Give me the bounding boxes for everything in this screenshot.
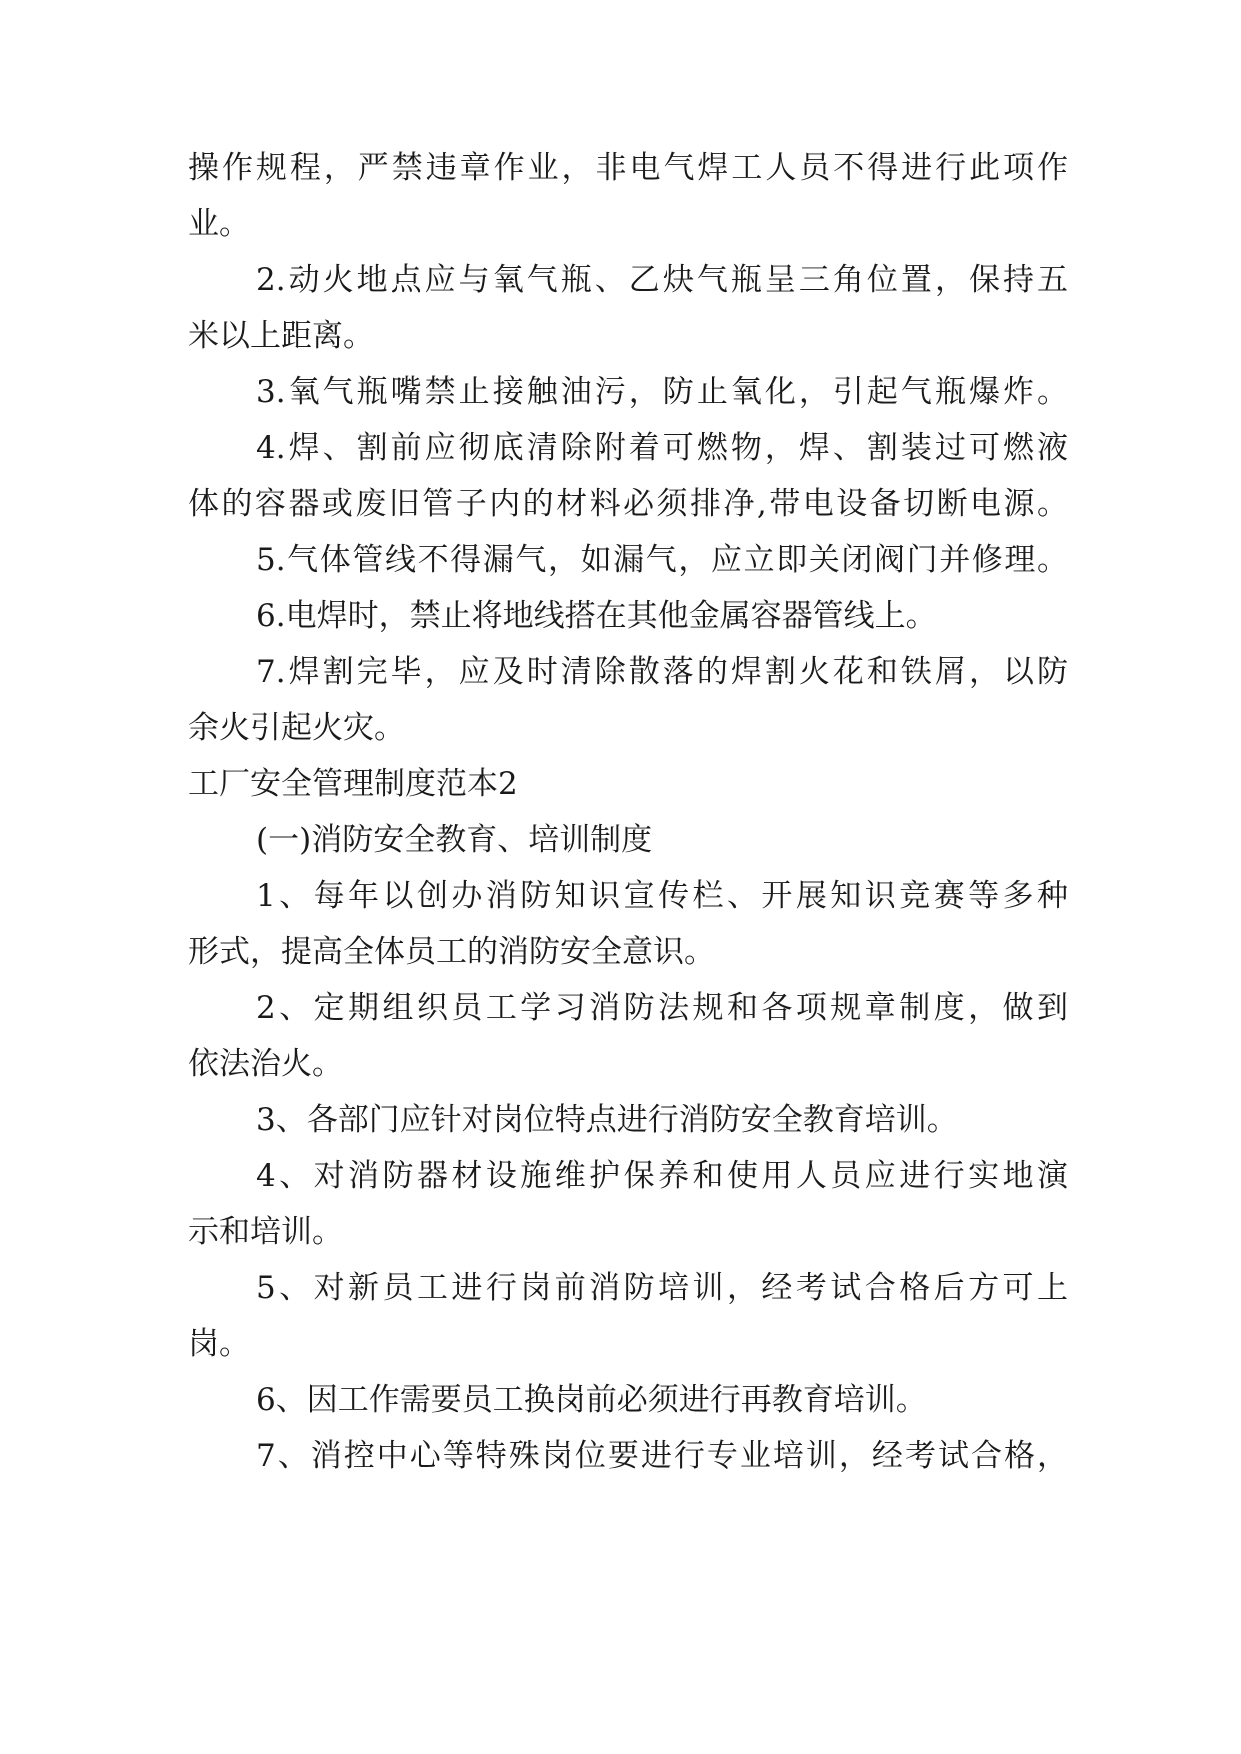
paragraph-line: 余火引起火灾。 xyxy=(188,710,405,746)
paragraph-line: 体的容器或废旧管子内的材料必须排净,带电设备切断电源。 xyxy=(188,486,1068,522)
paragraph-line: 1、每年以创办消防知识宣传栏、开展知识竞赛等多种 xyxy=(256,878,1068,914)
section-heading: 工厂安全管理制度范本2 xyxy=(188,766,518,802)
paragraph-line: 4.焊、割前应彻底清除附着可燃物，焊、割装过可燃液 xyxy=(256,430,1068,466)
paragraph-line: 业。 xyxy=(188,206,250,242)
paragraph-line: 2.动火地点应与氧气瓶、乙炔气瓶呈三角位置，保持五 xyxy=(256,262,1068,298)
paragraph-line: 3、各部门应针对岗位特点进行消防安全教育培训。 xyxy=(256,1102,958,1138)
paragraph-line: 形式，提高全体员工的消防安全意识。 xyxy=(188,934,715,970)
paragraph-line: 依法治火。 xyxy=(188,1046,343,1082)
paragraph-line: 5.气体管线不得漏气，如漏气，应立即关闭阀门并修理。 xyxy=(256,542,1068,578)
paragraph-line: 岗。 xyxy=(188,1326,250,1362)
paragraph-line: 7.焊割完毕，应及时清除散落的焊割火花和铁屑，以防 xyxy=(256,654,1068,690)
paragraph-line: 4、对消防器材设施维护保养和使用人员应进行实地演 xyxy=(256,1158,1068,1194)
paragraph-line: 米以上距离。 xyxy=(188,318,374,354)
paragraph-line: 6、因工作需要员工换岗前必须进行再教育培训。 xyxy=(256,1382,927,1418)
paragraph-line: 6.电焊时，禁止将地线搭在其他金属容器管线上。 xyxy=(256,598,937,634)
paragraph-line: 示和培训。 xyxy=(188,1214,343,1250)
paragraph-line: 7、消控中心等特殊岗位要进行专业培训，经考试合格， xyxy=(256,1438,1068,1474)
paragraph-line: 5、对新员工进行岗前消防培训，经考试合格后方可上 xyxy=(256,1270,1068,1306)
paragraph-line: 3.氧气瓶嘴禁止接触油污，防止氧化，引起气瓶爆炸。 xyxy=(256,374,1068,410)
subsection-heading: (一)消防安全教育、培训制度 xyxy=(256,822,653,858)
paragraph-line: 操作规程，严禁违章作业，非电气焊工人员不得进行此项作 xyxy=(188,150,1068,186)
paragraph-line: 2、定期组织员工学习消防法规和各项规章制度，做到 xyxy=(256,990,1068,1026)
